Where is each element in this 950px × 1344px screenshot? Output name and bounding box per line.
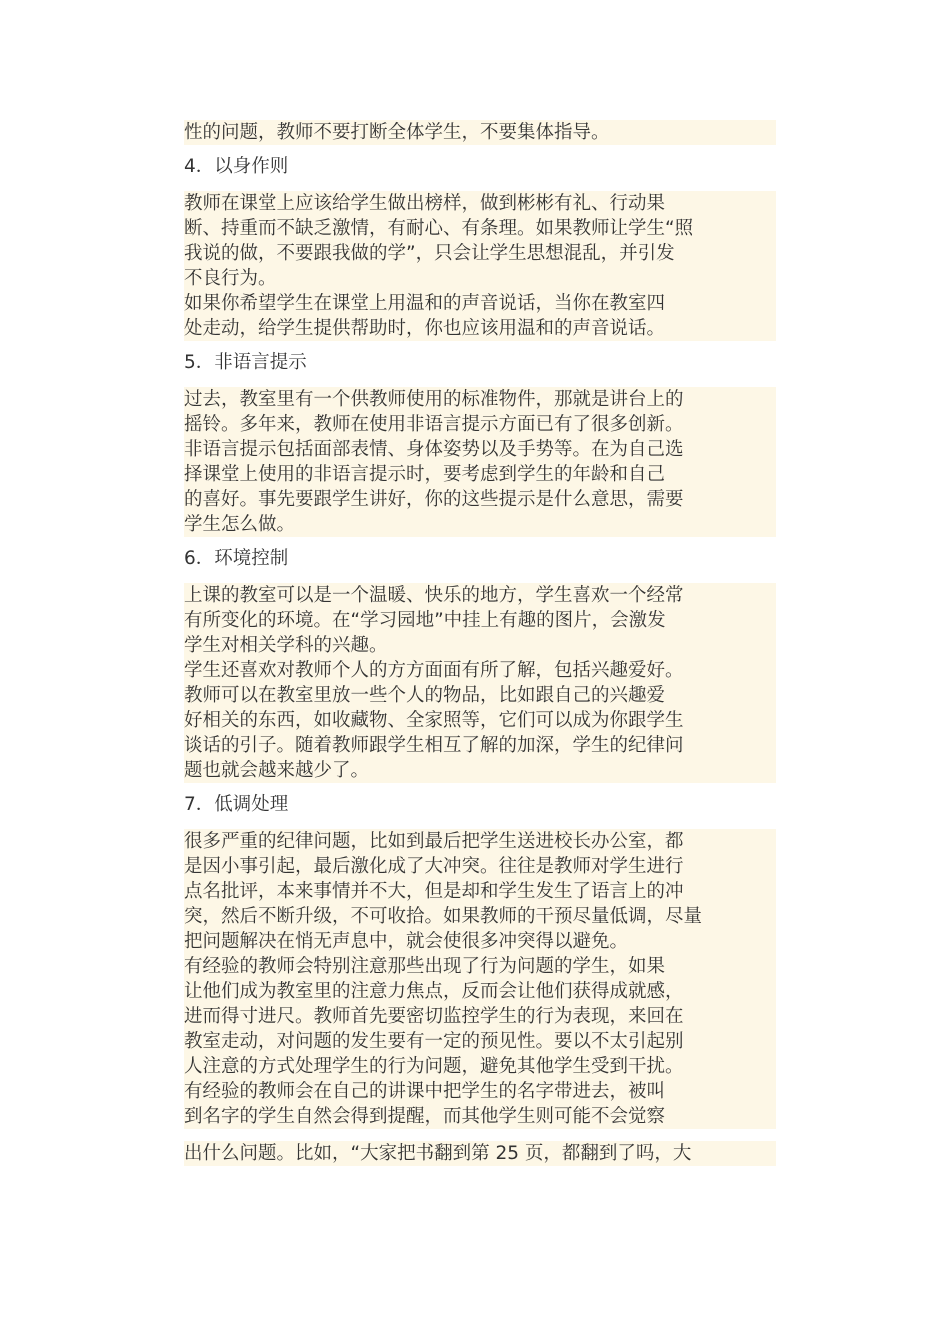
text-line: 是因小事引起，最后激化成了大冲突。往往是教师对学生进行 [184, 854, 776, 879]
text-line: 择课堂上使用的非语言提示时，要考虑到学生的年龄和自己 [184, 462, 776, 487]
section-paragraph-5 [184, 387, 776, 537]
text-line: 把问题解决在悄无声息中，就会使很多冲突得以避免。 [184, 929, 776, 954]
text-line: 教室走动，对问题的发生要有一定的预见性。要以不太引起别 [184, 1029, 776, 1054]
text-line: 教师可以在教室里放一些个人的物品，比如跟自己的兴趣爱 [184, 683, 776, 708]
text-line: 进而得寸进尺。教师首先要密切监控学生的行为表现，来回在 [184, 1004, 776, 1029]
text-line: 断、持重而不缺乏激情，有耐心、有条理。如果教师让学生“照 [184, 216, 776, 241]
section-paragraph-4 [184, 191, 776, 341]
text-line: 如果你希望学生在课堂上用温和的声音说话，当你在教室四 [184, 291, 776, 316]
text-line: 非语言提示包括面部表情、身体姿势以及手势等。在为自己选 [184, 437, 776, 462]
text-line: 不良行为。 [184, 266, 776, 291]
text-line: 学生怎么做。 [184, 512, 776, 537]
section-heading-6: 6．环境控制 [184, 548, 289, 569]
text-line: 好相关的东西，如收藏物、全家照等，它们可以成为你跟学生 [184, 708, 776, 733]
text-line: 有经验的教师会特别注意那些出现了行为问题的学生，如果 [184, 954, 776, 979]
text-line: 让他们成为教室里的注意力焦点，反而会让他们获得成就感， [184, 979, 776, 1004]
text-line: 突，然后不断升级，不可收拾。如果教师的干预尽量低调，尽量 [184, 904, 776, 929]
intro-paragraph [184, 120, 776, 145]
text-line: 有所变化的环境。在“学习园地”中挂上有趣的图片，会激发 [184, 608, 776, 633]
text-line: 教师在课堂上应该给学生做出榜样，做到彬彬有礼、行动果 [184, 191, 776, 216]
text-line: 人注意的方式处理学生的行为问题，避免其他学生受到干扰。 [184, 1054, 776, 1079]
text-line: 学生还喜欢对教师个人的方方面面有所了解，包括兴趣爱好。 [184, 658, 776, 683]
section-heading-4: 4．以身作则 [184, 156, 289, 177]
text-line: 很多严重的纪律问题，比如到最后把学生送进校长办公室，都 [184, 829, 776, 854]
text-line: 性的问题，教师不要打断全体学生，不要集体指导。 [184, 120, 776, 145]
text-line: 上课的教室可以是一个温暖、快乐的地方，学生喜欢一个经常 [184, 583, 776, 608]
text-line: 题也就会越来越少了。 [184, 758, 776, 783]
text-line: 学生对相关学科的兴趣。 [184, 633, 776, 658]
text-line: 过去，教室里有一个供教师使用的标准物件，那就是讲台上的 [184, 387, 776, 412]
text-line: 谈话的引子。随着教师跟学生相互了解的加深，学生的纪律问 [184, 733, 776, 758]
text-line: 摇铃。多年来，教师在使用非语言提示方面已有了很多创新。 [184, 412, 776, 437]
text-line-continued: 出什么问题。比如，“大家把书翻到第 25 页，都翻到了吗，大 [184, 1141, 776, 1166]
section-heading-5: 5．非语言提示 [184, 352, 307, 373]
text-line: 的喜好。事先要跟学生讲好，你的这些提示是什么意思，需要 [184, 487, 776, 512]
document-body [184, 120, 776, 1166]
section-heading-7: 7．低调处理 [184, 794, 289, 815]
section-paragraph-6 [184, 583, 776, 783]
text-line: 到名字的学生自然会得到提醒，而其他学生则可能不会觉察 [184, 1104, 776, 1129]
text-line: 点名批评，本来事情并不大，但是却和学生发生了语言上的冲 [184, 879, 776, 904]
text-line: 有经验的教师会在自己的讲课中把学生的名字带进去，被叫 [184, 1079, 776, 1104]
text-line: 我说的做，不要跟我做的学”，只会让学生思想混乱，并引发 [184, 241, 776, 266]
section-paragraph-7 [184, 829, 776, 1129]
text-line: 处走动，给学生提供帮助时，你也应该用温和的声音说话。 [184, 316, 776, 341]
